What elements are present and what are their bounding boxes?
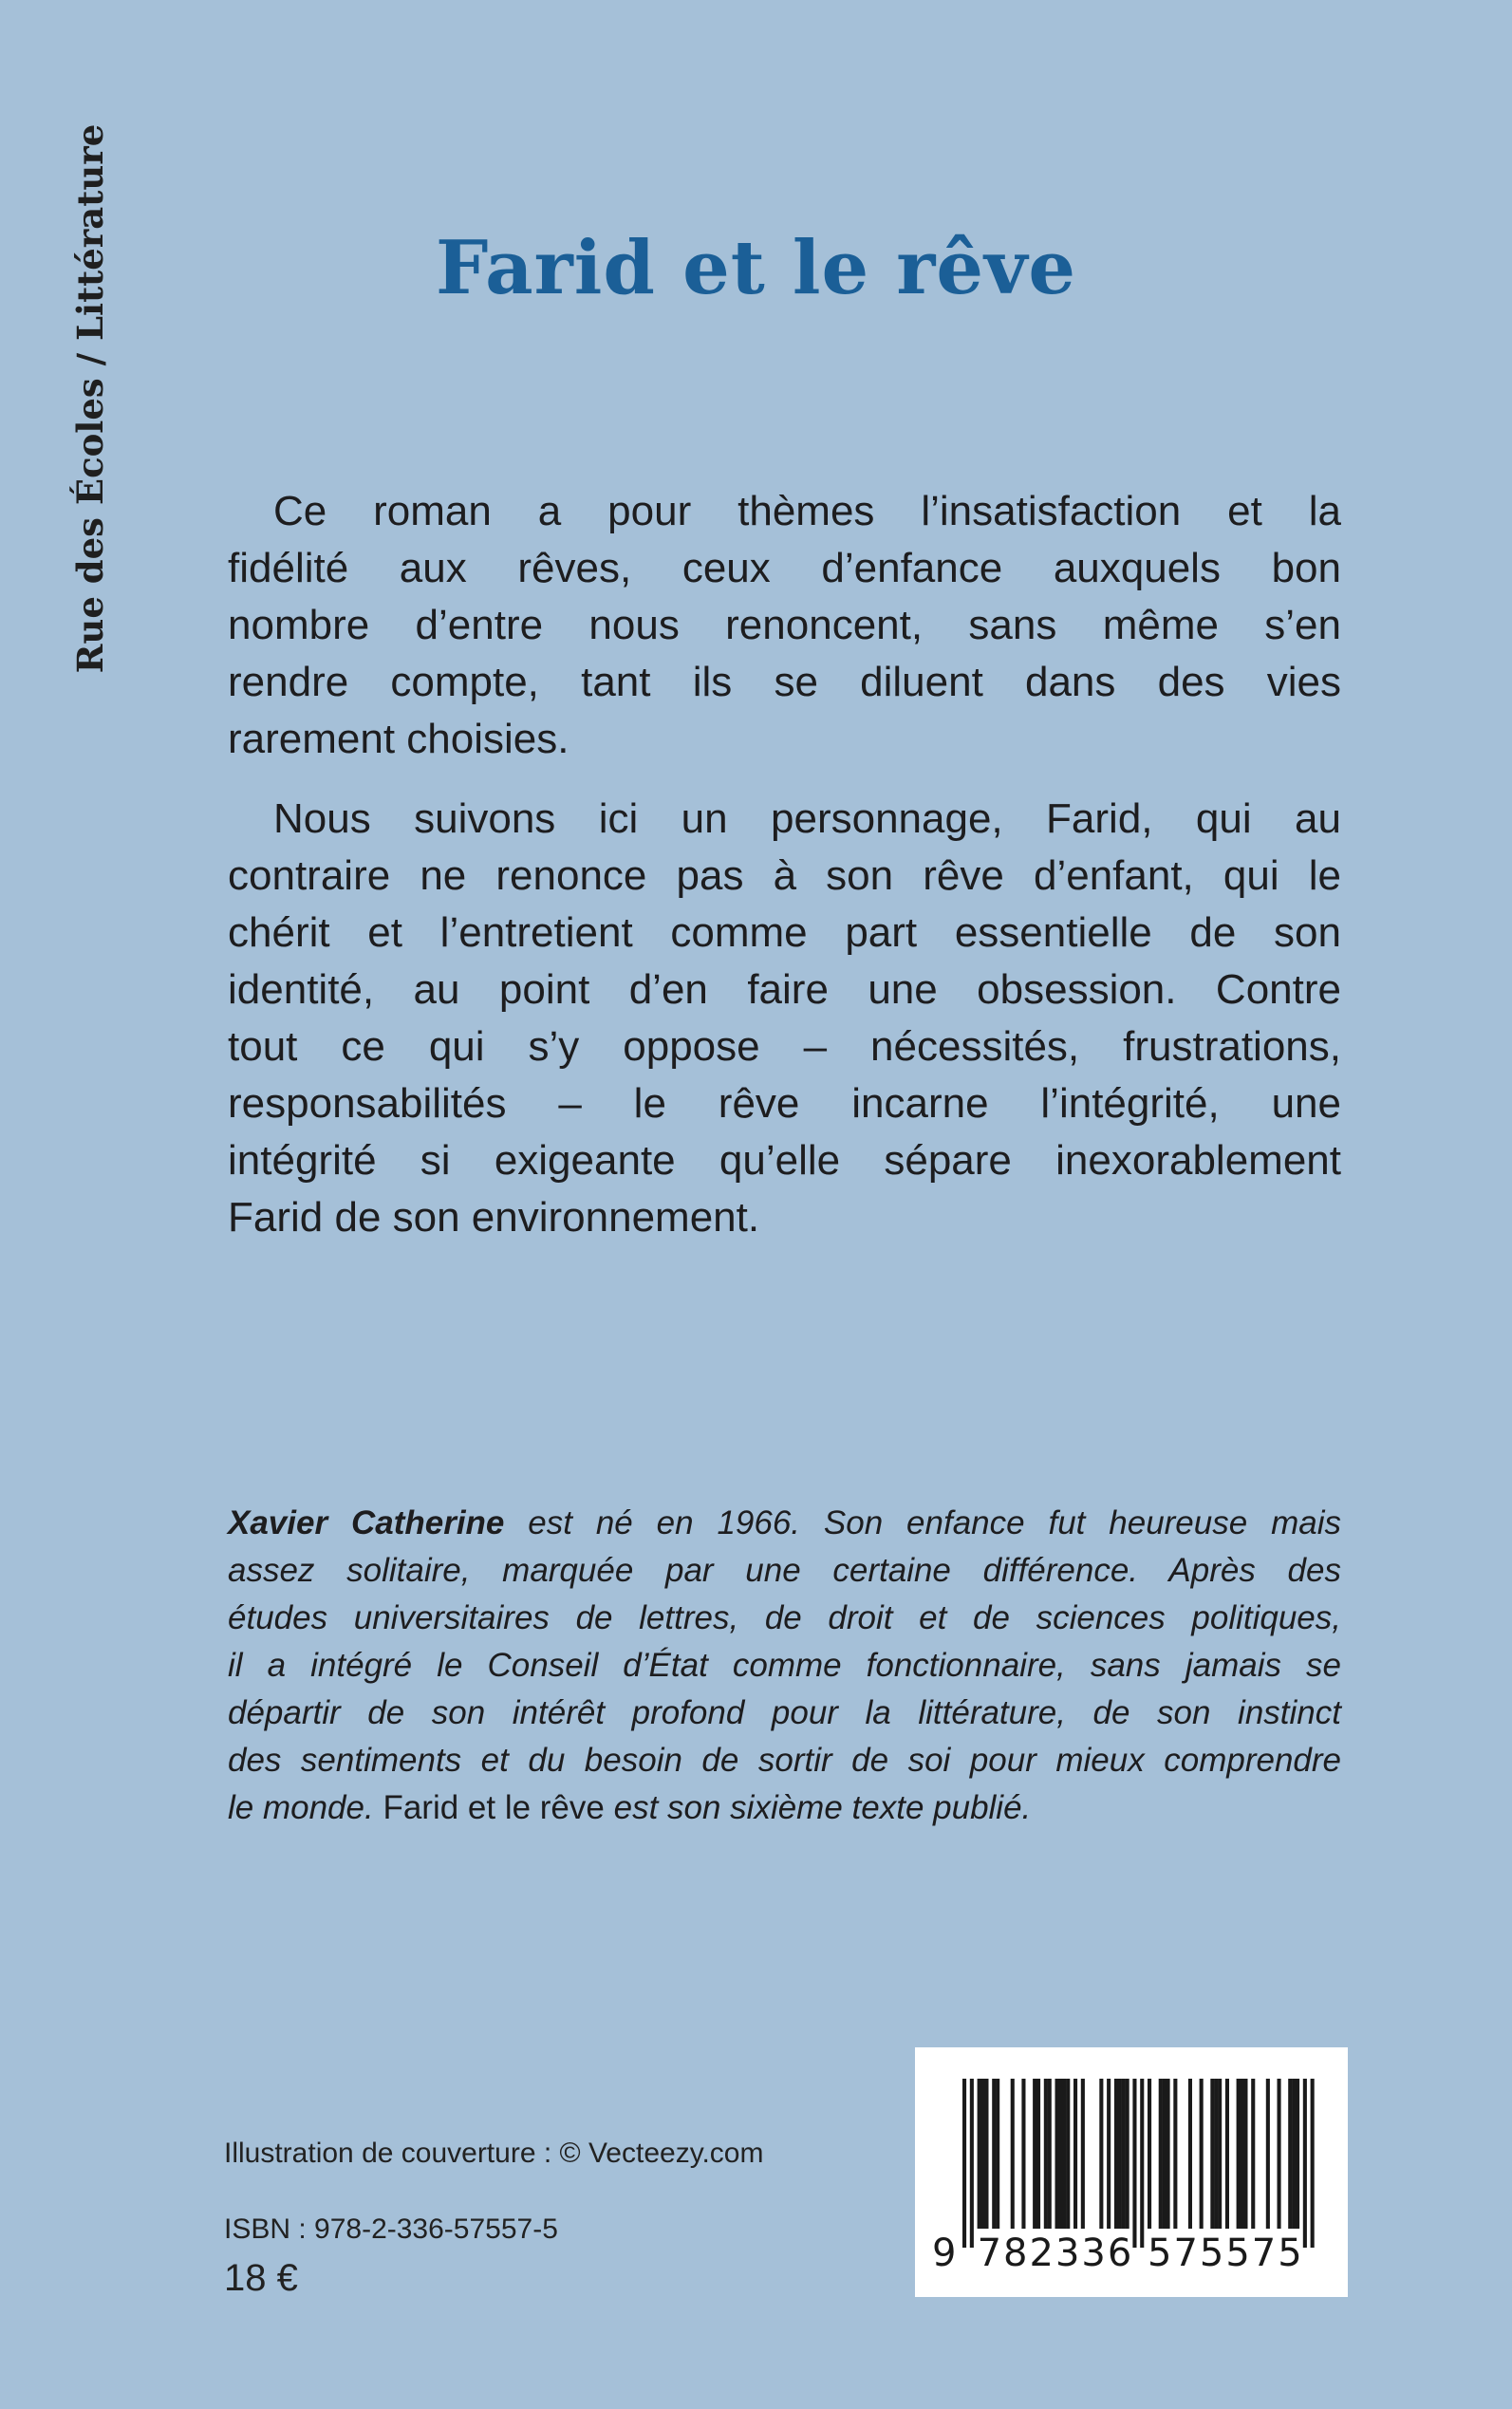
barcode-bar [1266, 2079, 1270, 2229]
barcode-bar [1118, 2079, 1122, 2229]
cover-illustration-credit: Illustration de couverture : © Vecteezy.com [224, 2138, 764, 2169]
barcode-bar [1073, 2079, 1077, 2229]
barcode-bar [1163, 2079, 1167, 2229]
barcode-bar [1225, 2079, 1229, 2229]
barcode-digits: 782336 [977, 2232, 1134, 2275]
barcode-bar [1218, 2079, 1222, 2229]
barcode-bar [1099, 2079, 1103, 2229]
barcode-bar [1167, 2079, 1170, 2229]
bio-line: départir de son intérêt profond pour la littérature, de son instinct [228, 1694, 1341, 1731]
barcode-bar [1021, 2079, 1025, 2229]
barcode-bar [970, 2079, 974, 2248]
summary-line: Ce roman a pour thèmes l’insatisfaction et la [273, 488, 1341, 534]
summary-line: intégrité si exigeante qu’elle sépare inexorablement [228, 1137, 1341, 1184]
barcode-bar [1200, 2079, 1204, 2229]
barcode-bar [978, 2079, 981, 2229]
bio-line: études universitaires de lettres, de droit et de sciences politiques, [228, 1599, 1341, 1636]
barcode-bar [1033, 2079, 1036, 2229]
barcode-bar [1311, 2079, 1315, 2248]
summary-line: Nous suivons ici un personnage, Farid, qui au [273, 795, 1341, 842]
barcode-graphic [915, 2047, 1348, 2297]
barcode-digits: 9 [932, 2232, 959, 2275]
barcode-bar [1055, 2079, 1059, 2229]
barcode-bar [1159, 2079, 1163, 2229]
barcode-bar [1214, 2079, 1218, 2229]
barcode-bar [984, 2079, 988, 2229]
summary-line: chérit et l’entretient comme part essentielle de son [228, 909, 1341, 956]
author-name: Xavier Catherine [228, 1504, 505, 1541]
barcode-bar [1173, 2079, 1177, 2229]
barcode-bar [992, 2079, 996, 2229]
bio-text: est né en 1966. Son enfance fut heureuse mais [504, 1504, 1341, 1541]
barcode-bar [1058, 2079, 1062, 2229]
barcode-bar [1062, 2079, 1066, 2229]
barcode-bar [1114, 2079, 1118, 2229]
barcode-bar [1066, 2079, 1070, 2229]
summary-line: Farid de son environnement. [228, 1194, 760, 1241]
summary-line: nombre d’entre nous renoncent, sans même s’en [228, 602, 1341, 648]
barcode-bar [981, 2079, 985, 2229]
barcode-bar [1148, 2079, 1151, 2229]
barcode-bar [1132, 2079, 1136, 2248]
summary-line: identité, au point d’en faire une obsession. Contre [228, 966, 1341, 1013]
bio-text: est son sixième texte publié. [604, 1789, 1032, 1826]
barcode-bar [1292, 2079, 1296, 2229]
barcode-bar [1210, 2079, 1214, 2229]
barcode-bar [1036, 2079, 1040, 2229]
book-title-reference: Farid et le rêve [383, 1789, 605, 1826]
summary-line: tout ce qui s’y oppose – nécessités, frustrations, [228, 1023, 1341, 1070]
barcode-bar [962, 2079, 966, 2248]
bio-line: il a intégré le Conseil d’État comme fonctionnaire, sans jamais se [228, 1647, 1341, 1684]
barcode-bar [1288, 2079, 1292, 2229]
barcode-bar [1296, 2079, 1299, 2229]
summary-line: fidélité aux rêves, ceux d’enfance auxquels bon [228, 545, 1341, 591]
price: 18 € [224, 2257, 298, 2299]
bio-line: assez solitaire, marquée par une certaine différence. Après des [228, 1552, 1341, 1589]
book-title: Farid et le rêve [436, 225, 1076, 311]
barcode-bar [1241, 2079, 1244, 2229]
barcode-bar [1048, 2079, 1052, 2229]
summary-line: contraire ne renonce pas à son rêve d’enfant, qui le [228, 852, 1341, 899]
barcode-bar [1140, 2079, 1144, 2248]
barcode-bar [1081, 2079, 1085, 2229]
summary-line: rarement choisies. [228, 716, 569, 762]
barcode-bar [1107, 2079, 1111, 2229]
barcode-bar [1303, 2079, 1307, 2248]
barcode-bar [1122, 2079, 1126, 2229]
barcode-bar [1011, 2079, 1015, 2229]
isbn: ISBN : 978-2-336-57557-5 [224, 2213, 558, 2245]
barcode-digits: 575575 [1148, 2232, 1304, 2275]
barcode-bar [1237, 2079, 1241, 2229]
barcode-bar [1278, 2079, 1281, 2229]
bio-line: des sentiments et du besoin de sortir de soi pour mieux comprendre [228, 1742, 1341, 1779]
barcode-bar [1126, 2079, 1129, 2229]
summary-paragraph-1 [228, 483, 1341, 768]
barcode-bar [1243, 2079, 1247, 2229]
barcode [915, 2047, 1348, 2297]
bio-text: le monde. [228, 1789, 383, 1826]
spine-series-label: Rue des Écoles / Littérature [69, 123, 111, 674]
author-bio [228, 1500, 1341, 1832]
barcode-bar [996, 2079, 999, 2229]
barcode-bar [1251, 2079, 1255, 2229]
summary-line: rendre compte, tant ils se diluent dans des vies [228, 659, 1341, 705]
summary-line: responsabilités – le rêve incarne l’intégrité, une [228, 1080, 1341, 1127]
barcode-bar [1044, 2079, 1048, 2229]
summary-paragraph-2 [228, 791, 1341, 1246]
barcode-bar [1188, 2079, 1192, 2229]
